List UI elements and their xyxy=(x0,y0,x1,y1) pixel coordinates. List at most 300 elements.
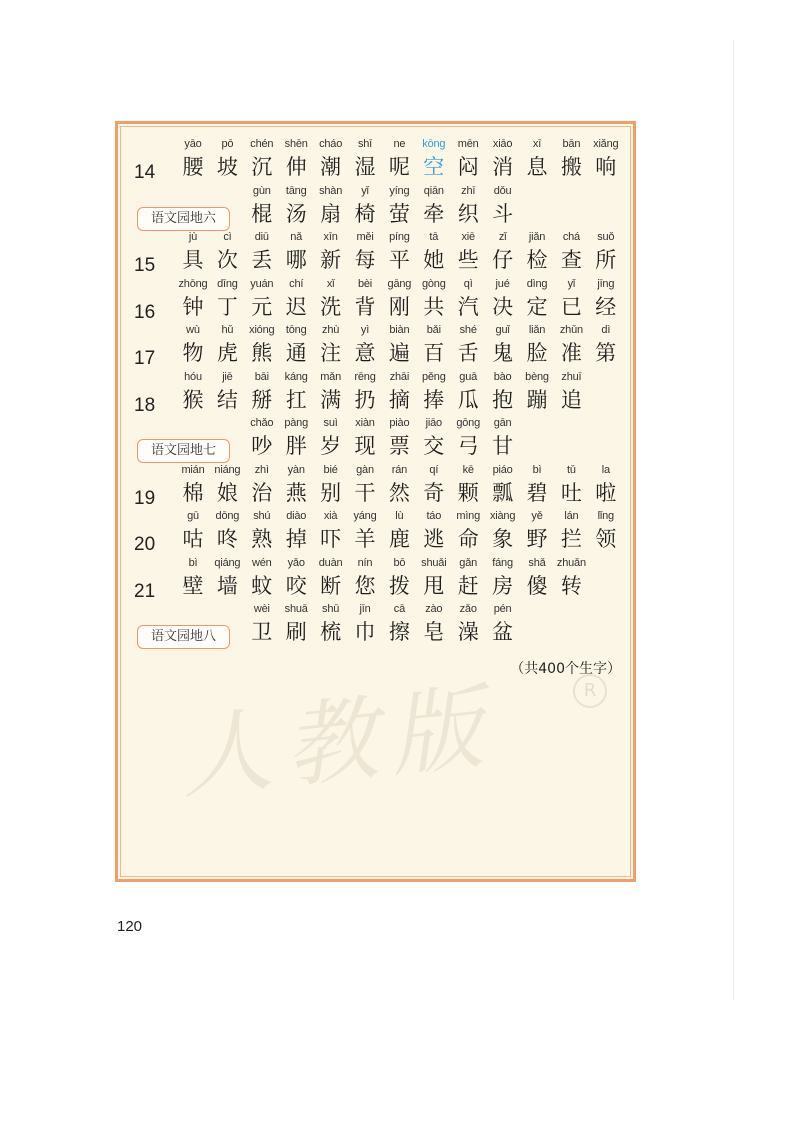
pinyin: mǎn xyxy=(320,370,341,383)
pinyin: dìng xyxy=(526,277,548,290)
character-cell xyxy=(520,277,554,321)
hanzi: 刚 xyxy=(388,294,410,319)
hanzi: 命 xyxy=(457,527,479,551)
hanzi: 梳 xyxy=(320,620,342,644)
hanzi: 响 xyxy=(595,155,617,179)
hanzi: 盆 xyxy=(492,620,514,644)
hanzi: 傻 xyxy=(526,573,548,598)
pinyin: suì xyxy=(323,417,338,429)
hanzi: 具 xyxy=(182,248,204,272)
pinyin: zhǔn xyxy=(559,324,583,336)
hanzi: 现 xyxy=(354,434,376,458)
lesson-row xyxy=(118,370,633,416)
publisher-watermark: 人教版 xyxy=(174,672,502,813)
hanzi: 别 xyxy=(320,480,342,505)
lesson-number: 21 xyxy=(134,580,156,602)
hanzi: 您 xyxy=(354,573,376,598)
pinyin: piào xyxy=(389,417,410,429)
pinyin: yǐ xyxy=(361,184,369,197)
pinyin: qì xyxy=(463,277,473,290)
pinyin: bèi xyxy=(357,277,373,290)
hanzi: 巾 xyxy=(354,620,376,644)
pinyin: gòng xyxy=(421,277,446,290)
hanzi: 断 xyxy=(320,573,342,598)
character-cell xyxy=(417,277,451,321)
hanzi: 抱 xyxy=(492,387,514,412)
pinyin: wén xyxy=(252,556,272,569)
character-cell xyxy=(451,184,485,228)
hanzi: 遍 xyxy=(388,341,410,365)
hanzi: 瓜 xyxy=(457,387,479,412)
pinyin: xiàng xyxy=(489,510,516,522)
lesson-row xyxy=(118,509,633,555)
character-cell xyxy=(279,509,313,553)
hanzi: 丢 xyxy=(251,248,273,272)
pinyin: liǎn xyxy=(528,324,546,336)
pinyin: bō xyxy=(393,556,406,569)
character-cell xyxy=(210,137,244,181)
hanzi: 票 xyxy=(388,434,410,458)
character-cell xyxy=(382,370,416,414)
unit-tag: 语文园地八 xyxy=(137,625,230,649)
character-cell xyxy=(279,463,313,507)
pinyin: rán xyxy=(391,463,408,476)
pinyin: yáng xyxy=(353,510,377,522)
character-cell xyxy=(279,277,313,321)
hanzi: 房 xyxy=(492,573,514,598)
lesson-number: 18 xyxy=(134,394,156,416)
pinyin: dǒu xyxy=(493,184,512,197)
character-cell xyxy=(314,277,348,321)
lesson-number: 16 xyxy=(134,301,156,323)
hanzi: 牵 xyxy=(423,201,445,226)
character-cell xyxy=(554,370,588,414)
hanzi: 织 xyxy=(457,201,479,226)
character-cell xyxy=(348,556,382,600)
hanzi: 斗 xyxy=(492,201,514,226)
hanzi: 腰 xyxy=(182,155,204,179)
character-cell xyxy=(314,184,348,228)
pinyin: qiáng xyxy=(214,556,241,569)
hanzi: 咬 xyxy=(285,573,307,598)
character-cell xyxy=(314,137,348,181)
hanzi: 吓 xyxy=(320,527,342,551)
character-cell xyxy=(486,463,520,507)
hanzi: 甩 xyxy=(423,573,445,598)
character-cell xyxy=(417,370,451,414)
character-cell xyxy=(451,230,485,274)
character-cell xyxy=(417,602,451,646)
pinyin: hǔ xyxy=(221,324,234,336)
character-cell xyxy=(486,323,520,367)
hanzi: 仔 xyxy=(492,248,514,272)
pinyin: hóu xyxy=(184,370,202,383)
character-cell xyxy=(210,230,244,274)
character-cell xyxy=(382,137,416,181)
hanzi: 伸 xyxy=(285,155,307,179)
pinyin: bào xyxy=(493,370,512,383)
hanzi: 结 xyxy=(216,387,238,412)
lesson-row xyxy=(118,556,633,602)
pinyin: shuā xyxy=(284,603,308,615)
hanzi: 赶 xyxy=(457,573,479,598)
pinyin: pō xyxy=(221,138,234,150)
character-cell xyxy=(486,370,520,414)
character-cell xyxy=(176,556,210,600)
character-cell xyxy=(486,509,520,553)
pinyin: xià xyxy=(323,510,338,522)
pinyin: ne xyxy=(393,138,406,150)
hanzi: 查 xyxy=(560,248,582,272)
pinyin: qí xyxy=(429,463,439,476)
pinyin: jiē xyxy=(222,370,233,383)
pinyin: zhī xyxy=(461,184,476,197)
hanzi: 元 xyxy=(251,294,273,319)
pinyin: yāo xyxy=(184,138,202,150)
character-cell xyxy=(245,184,279,228)
hanzi: 萤 xyxy=(388,201,410,226)
character-cell xyxy=(417,137,451,181)
pinyin: shú xyxy=(253,510,271,522)
character-cell xyxy=(520,370,554,414)
character-cell xyxy=(245,556,279,600)
pinyin: xī xyxy=(532,138,542,150)
page-number: 120 xyxy=(117,918,143,935)
hanzi: 鹿 xyxy=(388,527,410,551)
hanzi: 吵 xyxy=(251,434,273,458)
character-cell xyxy=(176,463,210,507)
character-cell xyxy=(589,137,623,181)
hanzi: 哪 xyxy=(285,248,307,272)
character-cell xyxy=(382,184,416,228)
hanzi: 澡 xyxy=(457,620,479,644)
character-cell xyxy=(348,137,382,181)
total-characters-note: （共400个生字） xyxy=(510,661,621,677)
hanzi: 拦 xyxy=(560,527,582,551)
hanzi: 墙 xyxy=(216,573,238,598)
pinyin: zhì xyxy=(254,463,269,476)
character-cell xyxy=(348,230,382,274)
hanzi: 领 xyxy=(595,527,617,551)
pinyin: dōng xyxy=(215,510,240,522)
pinyin: bié xyxy=(323,463,338,476)
pinyin: pěng xyxy=(421,370,446,383)
character-cell xyxy=(348,509,382,553)
pinyin: kōng xyxy=(422,138,446,150)
unit-row xyxy=(118,416,633,462)
pinyin: gùn xyxy=(252,184,271,197)
character-cell xyxy=(417,556,451,600)
character-cell xyxy=(589,463,623,507)
character-cell xyxy=(417,463,451,507)
pinyin: dīng xyxy=(217,277,238,290)
hanzi: 扔 xyxy=(354,387,376,412)
pinyin: fáng xyxy=(492,556,513,569)
hanzi: 蚊 xyxy=(251,573,273,598)
hanzi: 消 xyxy=(492,155,514,179)
hanzi: 摘 xyxy=(388,387,410,412)
hanzi: 掉 xyxy=(285,527,307,551)
pinyin: gāng xyxy=(387,277,412,290)
hanzi: 呢 xyxy=(388,155,410,179)
hanzi: 百 xyxy=(423,341,445,365)
hanzi: 转 xyxy=(560,573,582,598)
pinyin: xǐ xyxy=(326,277,335,290)
pinyin: xīn xyxy=(323,231,338,243)
character-cell xyxy=(176,137,210,181)
hanzi: 汽 xyxy=(457,294,479,319)
hanzi: 猴 xyxy=(182,387,204,412)
pinyin: lán xyxy=(564,510,579,522)
pinyin: guā xyxy=(459,370,478,383)
pinyin: zǎo xyxy=(459,603,477,615)
character-cell xyxy=(451,463,485,507)
hanzi: 弓 xyxy=(457,434,479,458)
lesson-row xyxy=(118,463,633,509)
pinyin: duàn xyxy=(318,556,343,569)
character-cell xyxy=(451,416,485,460)
pinyin: wù xyxy=(186,324,200,336)
character-cell xyxy=(210,556,244,600)
character-cell xyxy=(176,230,210,274)
hanzi: 蹦 xyxy=(526,387,548,412)
hanzi: 羊 xyxy=(354,527,376,551)
hanzi: 通 xyxy=(285,341,307,365)
character-cell xyxy=(554,137,588,181)
character-cell xyxy=(348,416,382,460)
pinyin: bì xyxy=(188,556,198,569)
hanzi: 已 xyxy=(560,294,582,319)
pinyin: mìng xyxy=(456,510,481,522)
character-cell xyxy=(210,323,244,367)
pinyin: bān xyxy=(562,138,581,150)
hanzi: 洗 xyxy=(320,294,342,319)
hanzi: 熊 xyxy=(251,341,273,365)
hanzi: 迟 xyxy=(285,294,307,319)
character-cell xyxy=(486,184,520,228)
hanzi: 沉 xyxy=(251,155,273,179)
character-cell xyxy=(314,416,348,460)
character-cell xyxy=(520,556,554,600)
pinyin: biàn xyxy=(389,324,410,336)
pinyin: bèng xyxy=(525,370,549,383)
character-cell xyxy=(348,370,382,414)
hanzi: 娘 xyxy=(216,480,238,505)
pinyin: shǎ xyxy=(528,556,546,569)
character-cell xyxy=(245,370,279,414)
character-cell xyxy=(486,602,520,646)
character-cell xyxy=(176,323,210,367)
unit-tag: 语文园地六 xyxy=(137,207,230,231)
pinyin: měi xyxy=(356,231,374,243)
character-cell xyxy=(382,323,416,367)
pinyin: shēn xyxy=(284,138,308,150)
pinyin: píng xyxy=(389,231,410,243)
pinyin: chá xyxy=(562,231,580,243)
character-cell xyxy=(176,370,210,414)
character-cell xyxy=(348,463,382,507)
hanzi: 检 xyxy=(526,248,548,272)
hanzi: 汤 xyxy=(285,201,307,226)
hanzi: 息 xyxy=(526,155,548,179)
hanzi: 皂 xyxy=(423,620,445,644)
character-cell xyxy=(417,230,451,274)
pinyin: nǎ xyxy=(290,231,303,243)
pinyin: tā xyxy=(429,231,439,243)
character-cell xyxy=(279,230,313,274)
character-cell xyxy=(245,277,279,321)
character-cell xyxy=(589,509,623,553)
pinyin: jiāo xyxy=(425,417,442,429)
pinyin: cā xyxy=(393,603,405,615)
character-cell xyxy=(451,556,485,600)
character-cell xyxy=(589,277,623,321)
hanzi: 瓢 xyxy=(492,480,514,505)
hanzi: 掰 xyxy=(251,387,273,412)
pinyin: xiē xyxy=(461,231,475,243)
hanzi: 野 xyxy=(526,527,548,551)
pinyin: shū xyxy=(322,603,340,615)
hanzi: 舌 xyxy=(457,341,479,365)
pinyin: xiàn xyxy=(355,417,375,429)
character-cell xyxy=(314,370,348,414)
pinyin: zhōng xyxy=(178,277,208,290)
character-cell xyxy=(314,463,348,507)
character-cell xyxy=(245,416,279,460)
pinyin: gàn xyxy=(356,463,374,476)
hanzi: 经 xyxy=(595,294,617,319)
hanzi: 捧 xyxy=(423,387,445,412)
character-cell xyxy=(382,230,416,274)
character-cell xyxy=(279,556,313,600)
hanzi: 满 xyxy=(320,387,342,412)
hanzi: 逃 xyxy=(423,527,445,551)
character-cell xyxy=(279,370,313,414)
character-cell xyxy=(382,277,416,321)
hanzi: 象 xyxy=(492,527,514,551)
hanzi: 颗 xyxy=(457,480,479,505)
character-cell xyxy=(382,509,416,553)
lesson-row xyxy=(118,230,633,276)
pinyin: shàn xyxy=(319,184,343,197)
unit-row xyxy=(118,602,633,648)
character-cell xyxy=(554,277,588,321)
character-cell xyxy=(245,323,279,367)
pinyin: bì xyxy=(532,463,542,476)
pinyin: táo xyxy=(426,510,442,522)
hanzi: 所 xyxy=(595,248,617,272)
pinyin: xiǎng xyxy=(593,138,619,150)
pinyin: dì xyxy=(601,324,611,336)
hanzi: 干 xyxy=(354,480,376,505)
character-cell xyxy=(176,509,210,553)
character-cell xyxy=(486,556,520,600)
hanzi: 卫 xyxy=(251,620,273,644)
pinyin: lǐng xyxy=(597,510,614,522)
character-table-panel xyxy=(115,121,636,882)
unit-row xyxy=(118,184,633,230)
pinyin: káng xyxy=(284,370,308,383)
hanzi: 坡 xyxy=(216,155,238,179)
unit-tag: 语文园地七 xyxy=(137,439,230,463)
pinyin: lù xyxy=(395,510,404,522)
pinyin: xiāo xyxy=(492,138,513,150)
character-cell xyxy=(554,463,588,507)
pinyin: bāi xyxy=(254,370,269,383)
hanzi: 平 xyxy=(388,248,410,272)
character-cell xyxy=(210,463,244,507)
hanzi: 定 xyxy=(526,294,548,319)
pinyin: tǔ xyxy=(567,463,576,476)
character-cell xyxy=(520,323,554,367)
character-cell xyxy=(279,323,313,367)
hanzi: 咚 xyxy=(216,527,238,551)
character-cell xyxy=(451,277,485,321)
character-cell xyxy=(417,184,451,228)
character-cell xyxy=(554,509,588,553)
pinyin: mēn xyxy=(457,138,479,150)
hanzi: 壁 xyxy=(182,573,204,598)
character-cell xyxy=(382,463,416,507)
hanzi: 背 xyxy=(354,294,376,319)
pinyin: gōng xyxy=(456,417,481,429)
character-cell xyxy=(314,509,348,553)
pinyin: piáo xyxy=(492,463,513,476)
character-cell xyxy=(382,602,416,646)
pinyin: jīn xyxy=(359,603,371,615)
hanzi: 擦 xyxy=(388,620,410,644)
character-cell xyxy=(417,323,451,367)
pinyin: zhāi xyxy=(389,370,410,383)
pinyin: pén xyxy=(493,603,512,615)
pinyin: zhuǎn xyxy=(556,556,586,569)
pinyin: rēng xyxy=(354,370,376,383)
hanzi: 空 xyxy=(423,155,445,179)
hanzi: 刷 xyxy=(285,620,307,644)
character-cell xyxy=(382,416,416,460)
character-cell xyxy=(520,509,554,553)
pinyin: gān xyxy=(493,417,512,429)
character-cell xyxy=(348,277,382,321)
pinyin: kē xyxy=(462,463,474,476)
lesson-row xyxy=(118,137,633,183)
hanzi: 准 xyxy=(560,341,582,365)
pinyin: wèi xyxy=(253,603,270,615)
character-cell xyxy=(245,602,279,646)
character-cell xyxy=(451,602,485,646)
hanzi: 交 xyxy=(423,434,445,458)
pinyin: jīng xyxy=(597,277,615,290)
hanzi: 甘 xyxy=(492,434,514,458)
pinyin: cháo xyxy=(319,138,343,150)
pinyin: diào xyxy=(286,510,307,522)
pinyin: tōng xyxy=(285,324,307,336)
character-cell xyxy=(348,184,382,228)
character-cell xyxy=(279,416,313,460)
character-cell xyxy=(314,323,348,367)
character-cell xyxy=(486,137,520,181)
hanzi: 共 xyxy=(423,294,445,319)
pinyin: shé xyxy=(459,324,477,336)
character-cell xyxy=(245,230,279,274)
hanzi: 咕 xyxy=(182,527,204,551)
pinyin: yíng xyxy=(389,184,410,197)
hanzi: 她 xyxy=(423,248,445,272)
pinyin: bǎi xyxy=(426,324,441,336)
hanzi: 胖 xyxy=(285,434,307,458)
hanzi: 燕 xyxy=(285,480,307,505)
pinyin: yě xyxy=(531,510,543,522)
